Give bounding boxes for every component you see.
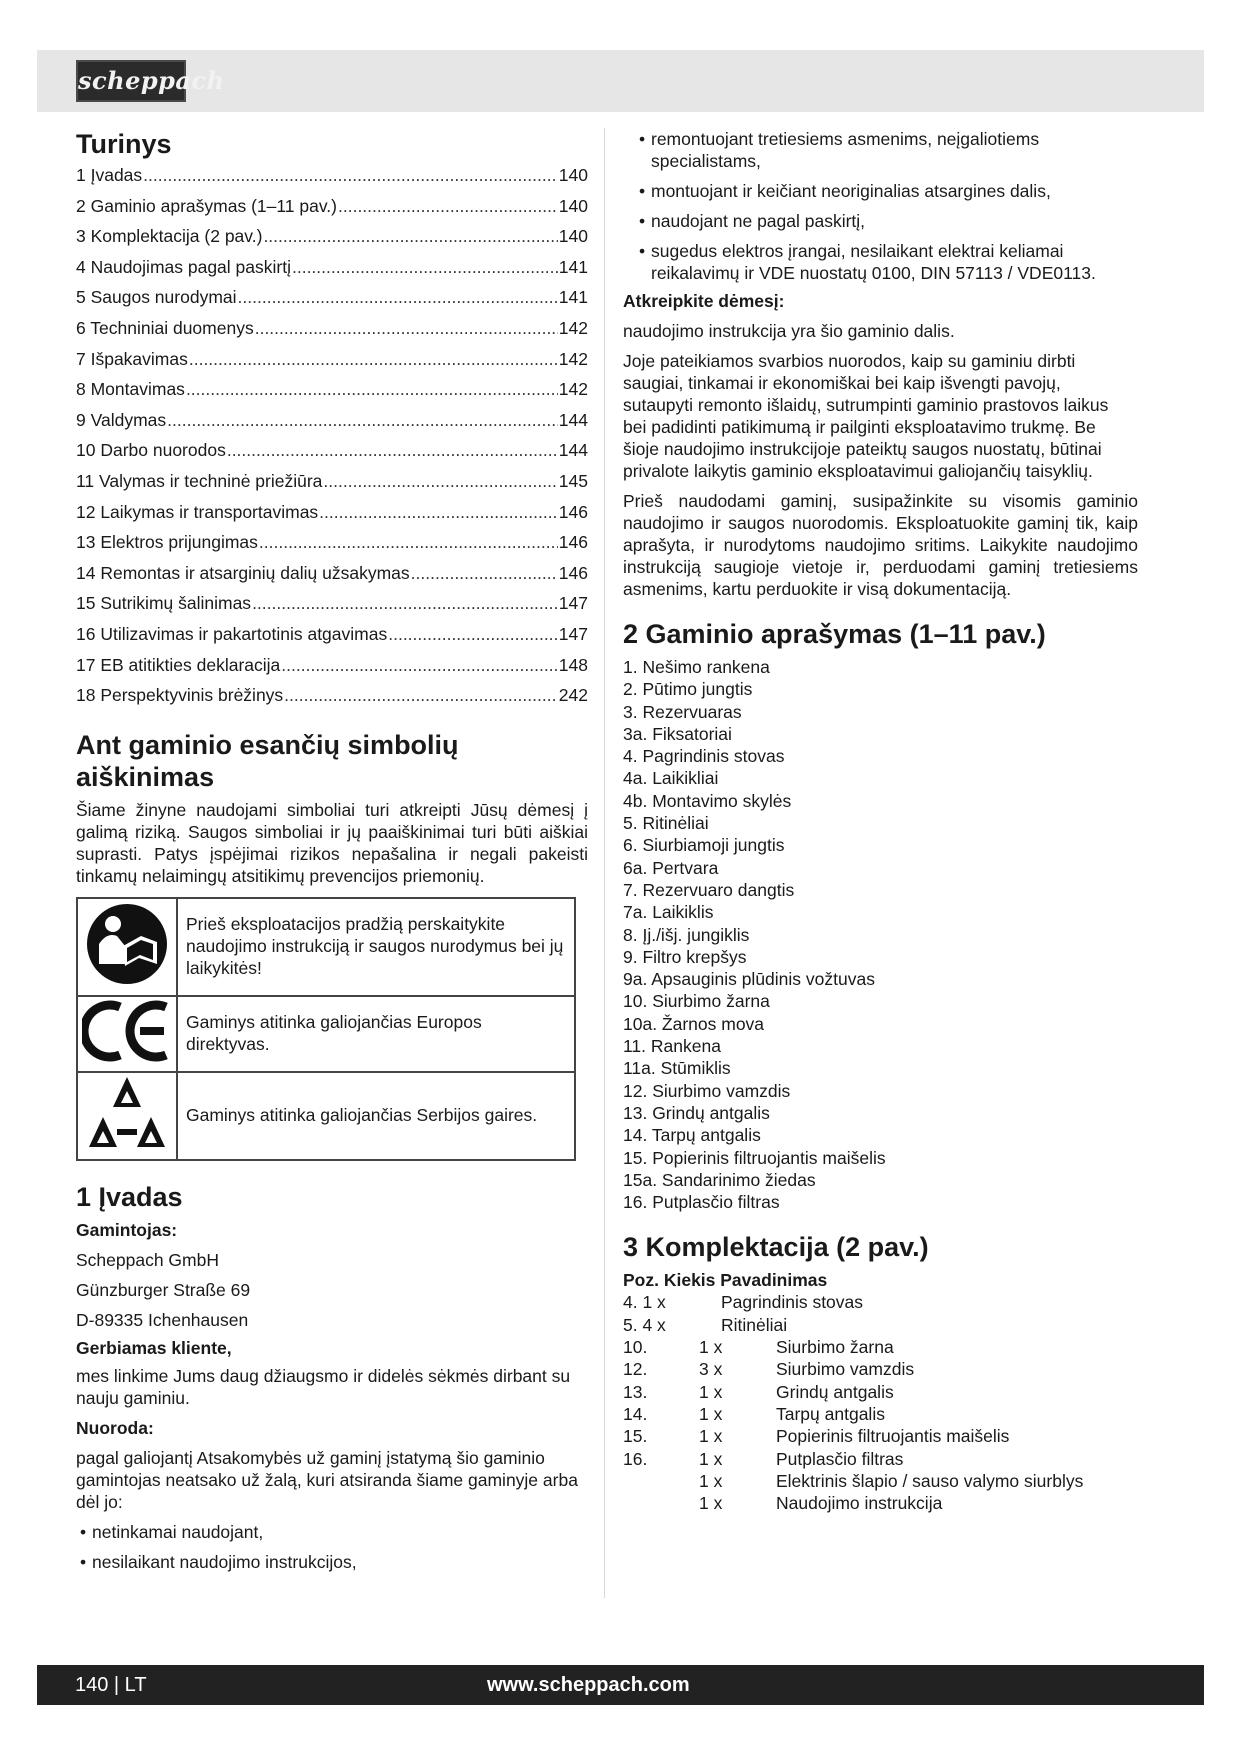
- scope-name: Ritinėliai: [721, 1314, 788, 1335]
- toc-item[interactable]: [76, 164, 588, 195]
- list-item: • montuojant ir keičiant neoriginalias atsargines dalis,: [639, 181, 1051, 201]
- manufacturer-company: Scheppach GmbH: [76, 1249, 219, 1270]
- list-item: 7a. Laikiklis: [623, 902, 714, 923]
- toc-leader: [238, 286, 558, 308]
- toc-item[interactable]: [76, 409, 588, 440]
- list-item: 10a. Žarnos mova: [623, 1013, 765, 1034]
- list-item: 3. Rezervuaras: [623, 701, 742, 722]
- list-item: 15. Popierinis filtruojantis maišelis: [623, 1147, 886, 1168]
- toc-leader: [319, 501, 558, 523]
- toc-leader: [143, 164, 558, 186]
- toc-item-label: 2 Gaminio aprašymas (1–11 pav.): [76, 195, 337, 216]
- list-item: 15a. Sandarinimo žiedas: [623, 1169, 816, 1190]
- column-divider: [604, 128, 605, 1598]
- scope-qty: 1 x: [699, 1470, 723, 1491]
- table-row: [623, 1492, 1143, 1514]
- toc-item[interactable]: [76, 470, 588, 501]
- note-text: pagal galiojantį Atsakomybės už gaminį įstatymą šio gaminio gamintojas neatsako už žalą, kuri atsiranda šiame gaminyje arba dėl jo:: [76, 1447, 578, 1512]
- page-footer: [37, 1665, 1204, 1705]
- symbol-text: Gaminys atitinka galiojančias Serbijos gaires.: [177, 1072, 575, 1160]
- toc-leader: [255, 317, 558, 339]
- toc-item-page: 141: [558, 256, 588, 277]
- scope-name: Grindų antgalis: [776, 1381, 894, 1402]
- toc-item-page: 146: [558, 562, 588, 583]
- symbols-title: Ant gaminio esančių simbolių aiškinimas: [76, 729, 459, 792]
- toc-item-page: 144: [558, 440, 588, 461]
- scope-name: Elektrinis šlapio / sauso valymo siurblys: [776, 1470, 1084, 1491]
- toc-item-label: 16 Utilizavimas ir pakartotinis atgavimas: [76, 623, 388, 644]
- toc-item-label: 11 Valymas ir techninė priežiūra: [76, 470, 323, 491]
- toc-item[interactable]: [76, 348, 588, 379]
- toc-item-label: 18 Perspektyvinis brėžinys: [76, 685, 284, 706]
- list-item: 11. Rankena: [623, 1036, 721, 1057]
- scope-list-b: [623, 1336, 1143, 1514]
- list-item: 4b. Montavimo skylės: [623, 790, 792, 811]
- toc-item-page: 140: [558, 195, 588, 216]
- toc-item[interactable]: [76, 225, 588, 256]
- symbol-text: Gaminys atitinka galiojančias Europos direktyvas.: [177, 996, 575, 1072]
- ce-mark-icon: [77, 996, 177, 1072]
- list-item: 12. Siurbimo vamzdis: [623, 1080, 791, 1101]
- scope-name: Siurbimo vamzdis: [776, 1359, 915, 1380]
- right-column: [623, 128, 1143, 1514]
- toc-item[interactable]: [76, 501, 588, 532]
- scope-pos: 10.: [623, 1337, 648, 1358]
- list-item: • nesilaikant naudojimo instrukcijos,: [80, 1551, 357, 1572]
- toc-item-page: 142: [558, 348, 588, 369]
- symbols-intro: Šiame žinyne naudojami simboliai turi atkreipti Jūsų dėmesį į galimą riziką. Saugos simboliai ir jų paaiškinimai turi būti aiškiai suprasti. Patys įspėjimai rizikos nepašalina ir negali pakeisti tinkamų nelaimingų atsitikimų prevencijos priemonių.: [76, 799, 588, 886]
- scheppach-logo: scheppach: [76, 60, 186, 102]
- list-item: 9. Filtro krepšys: [623, 946, 747, 967]
- toc-item-page: 242: [558, 685, 588, 706]
- scope-pos: 14.: [623, 1403, 648, 1424]
- list-item: 9a. Apsauginis plūdinis vožtuvas: [623, 969, 875, 990]
- toc-list: [76, 164, 588, 715]
- scope-qty: 1 x: [699, 1403, 723, 1424]
- table-row: [623, 1291, 1143, 1313]
- toc-item-page: 148: [558, 654, 588, 675]
- table-row: [623, 1381, 1143, 1403]
- manufacturer-label: Gamintojas:: [76, 1219, 178, 1240]
- toc-item[interactable]: [76, 256, 588, 287]
- table-row: [623, 1425, 1143, 1447]
- scope-name: Pagrindinis stovas: [721, 1292, 864, 1313]
- intro-paragraph-1: Joje pateikiamos svarbios nuorodos, kaip su gaminiu dirbti saugiai, tinkamai ir ekonomiškai bei kaip išvengti pavojų, sutaupyti remonto išlaidų, sutrumpinti gaminio prastovos laikus bei padidinti patikimumą ir pailginti eksploatavimo trukmę. Be šioje naudojimo instrukcijoje pateiktų saugos nuostatų, būtinai privalote laikytis gaminio eksploatavimui galiojančių taisyklių.: [623, 351, 1109, 481]
- toc-item-label: 9 Valdymas: [76, 409, 167, 430]
- list-item: 4. Pagrindinis stovas: [623, 746, 785, 767]
- attention-text: naudojimo instrukcija yra šio gaminio dalis.: [623, 321, 955, 341]
- left-column: [76, 128, 588, 1573]
- intro-paragraph-2: Prieš naudodami gaminį, susipažinkite su visomis gaminio naudojimo ir saugos nuorodomis. Eksploatuokite gaminį tik, kaip aprašyta, ir nurodytoms naudojimo sritims. Laikykite naudojimo instrukciją saugioje vietoje ir, perduodami gaminį tretiesiems asmenims, kartu perduokite ir visą dokumentaciją.: [623, 491, 1138, 599]
- list-item: 6. Siurbiamoji jungtis: [623, 835, 785, 856]
- toc-item-page: 140: [558, 226, 588, 247]
- toc-item-page: 141: [558, 287, 588, 308]
- toc-item-label: 14 Remontas ir atsarginių dalių užsakymas: [76, 562, 410, 583]
- scope-pos: 15.: [623, 1426, 648, 1447]
- list-item: • remontuojant tretiesiems asmenims, neįgaliotiems specialistams,: [639, 129, 1040, 171]
- scope-name: Siurbimo žarna: [776, 1337, 894, 1358]
- toc-leader: [227, 439, 558, 461]
- symbol-row: [77, 898, 575, 996]
- scope-pos: 5. 4 x: [623, 1314, 666, 1335]
- manufacturer-city: D-89335 Ichenhausen: [76, 1309, 249, 1330]
- scope-qty: 3 x: [699, 1359, 723, 1380]
- scope-pos: [623, 1492, 699, 1514]
- table-row: [623, 1358, 1143, 1380]
- toc-item-page: 142: [558, 379, 588, 400]
- toc-item-page: 142: [558, 317, 588, 338]
- scope-qty: 1 x: [699, 1426, 723, 1447]
- list-item: 10. Siurbimo žarna: [623, 991, 770, 1012]
- toc-leader: [292, 256, 558, 278]
- toc-item[interactable]: [76, 654, 588, 685]
- manufacturer-street: Günzburger Straße 69: [76, 1279, 251, 1300]
- toc-item-label: 15 Sutrikimų šalinimas: [76, 593, 252, 614]
- scope-pos: 12.: [623, 1359, 648, 1380]
- scope-name: Naudojimo instrukcija: [776, 1493, 943, 1514]
- toc-item-label: 5 Saugos nurodymai: [76, 287, 237, 308]
- list-item: 3a. Fiksatoriai: [623, 723, 732, 744]
- toc-leader: [252, 592, 558, 614]
- toc-item-label: 1 Įvadas: [76, 165, 143, 185]
- intro-title: 1 Įvadas: [76, 1181, 183, 1212]
- toc-leader: [263, 225, 557, 247]
- list-item: • naudojant ne pagal paskirtį,: [639, 211, 866, 231]
- toc-item-label: 4 Naudojimas pagal paskirtį: [76, 256, 291, 277]
- toc-item-label: 8 Montavimas: [76, 379, 185, 400]
- scope-name: Tarpų antgalis: [776, 1403, 885, 1424]
- toc-item-page: 144: [558, 409, 588, 430]
- scope-qty: 1 x: [699, 1381, 723, 1402]
- toc-item[interactable]: [76, 623, 588, 654]
- toc-item[interactable]: [76, 195, 588, 226]
- toc-item[interactable]: [76, 562, 588, 593]
- list-item: 1. Nešimo rankena: [623, 657, 770, 677]
- table-row: [623, 1470, 1143, 1492]
- scope-list-a: [623, 1291, 1143, 1336]
- toc-item-label: 17 EB atitikties deklaracija: [76, 654, 281, 675]
- list-item: 7. Rezervuaro dangtis: [623, 879, 795, 900]
- scope-header: Poz. Kiekis Pavadinimas: [623, 1270, 828, 1291]
- toc-leader: [281, 654, 558, 676]
- toc-title: Turinys: [76, 129, 172, 159]
- symbol-row: [77, 1072, 575, 1160]
- toc-item[interactable]: [76, 531, 588, 562]
- symbol-row: [77, 996, 575, 1072]
- toc-leader: [411, 562, 558, 584]
- toc-leader: [186, 378, 558, 400]
- toc-leader: [259, 531, 558, 553]
- list-item: 8. Įj./išj. jungiklis: [623, 924, 750, 945]
- scope-qty: 1 x: [699, 1493, 723, 1514]
- dear-customer-text: mes linkime Jums daug džiaugsmo ir didelės sėkmės dirbant su nauju gaminiu.: [76, 1365, 571, 1408]
- symbols-table: [76, 897, 576, 1161]
- toc-item-label: 6 Techniniai duomenys: [76, 317, 254, 338]
- toc-leader: [338, 195, 558, 217]
- list-item: 2. Pūtimo jungtis: [623, 679, 753, 700]
- toc-item-page: 146: [558, 532, 588, 553]
- toc-item[interactable]: [76, 286, 588, 317]
- scope-qty: 1 x: [699, 1448, 723, 1469]
- scope-pos: 4. 1 x: [623, 1292, 666, 1313]
- toc-item[interactable]: [76, 439, 588, 470]
- list-item: 4a. Laikikliai: [623, 768, 719, 789]
- toc-item[interactable]: [76, 317, 588, 348]
- toc-leader: [388, 623, 558, 645]
- toc-item-page: 147: [558, 623, 588, 644]
- toc-item-page: 147: [558, 593, 588, 614]
- scope-name: Putplasčio filtras: [776, 1448, 904, 1469]
- read-manual-icon: [77, 898, 177, 996]
- description-title: 2 Gaminio aprašymas (1–11 pav.): [623, 619, 1046, 649]
- toc-item-label: 13 Elektros prijungimas: [76, 532, 258, 553]
- toc-leader: [284, 684, 558, 706]
- list-item: • sugedus elektros įrangai, nesilaikant elektrai keliamai reikalavimų ir VDE nuostatų 0100, DIN 57113 / VDE0113.: [639, 241, 1096, 283]
- scope-title: 3 Komplektacija (2 pav.): [623, 1232, 929, 1263]
- table-row: [623, 1314, 1143, 1336]
- list-item: 5. Ritinėliai: [623, 813, 709, 834]
- toc-item-label: 10 Darbo nuorodos: [76, 440, 226, 461]
- list-item: 6a. Pertvara: [623, 857, 719, 878]
- toc-leader: [189, 348, 558, 370]
- toc-item-page: 146: [558, 501, 588, 522]
- description-list: [623, 656, 1143, 1213]
- scope-qty: 1 x: [699, 1337, 723, 1358]
- toc-leader: [323, 470, 557, 492]
- toc-item-page: 145: [558, 470, 588, 491]
- toc-item-label: 12 Laikymas ir transportavimas: [76, 501, 319, 522]
- list-item: 13. Grindų antgalis: [623, 1102, 770, 1123]
- list-item: 16. Putplasčio filtras: [623, 1192, 780, 1213]
- table-row: [623, 1448, 1143, 1470]
- scope-pos: [623, 1470, 699, 1492]
- note-label: Nuoroda:: [76, 1417, 154, 1438]
- table-row: [623, 1403, 1143, 1425]
- toc-item[interactable]: [76, 684, 588, 715]
- scope-pos: 16.: [623, 1448, 648, 1469]
- list-item: 14. Tarpų antgalis: [623, 1125, 761, 1146]
- toc-item[interactable]: [76, 592, 588, 623]
- toc-item-label: 3 Komplektacija (2 pav.): [76, 226, 263, 247]
- toc-item-page: 140: [558, 165, 588, 185]
- list-item: 11a. Stūmiklis: [623, 1058, 731, 1079]
- toc-leader: [167, 409, 558, 431]
- page-number: 140 | LT: [75, 1674, 147, 1696]
- serbian-conformity-icon: [77, 1072, 177, 1160]
- table-row: [623, 1336, 1143, 1358]
- scope-name: Popierinis filtruojantis maišelis: [776, 1426, 1010, 1447]
- scope-pos: 13.: [623, 1381, 648, 1402]
- list-item: • netinkamai naudojant,: [80, 1521, 264, 1542]
- toc-item-label: 7 Išpakavimas: [76, 348, 188, 369]
- dear-customer-label: Gerbiamas kliente,: [76, 1337, 232, 1358]
- toc-item[interactable]: [76, 378, 588, 409]
- symbol-text: Prieš eksploatacijos pradžią perskaitykite naudojimo instrukciją ir saugos nurodymus bei jų laikykitės!: [177, 898, 575, 996]
- website-link[interactable]: www.scheppach.com: [487, 1674, 690, 1696]
- attention-label: Atkreipkite dėmesį:: [623, 291, 785, 311]
